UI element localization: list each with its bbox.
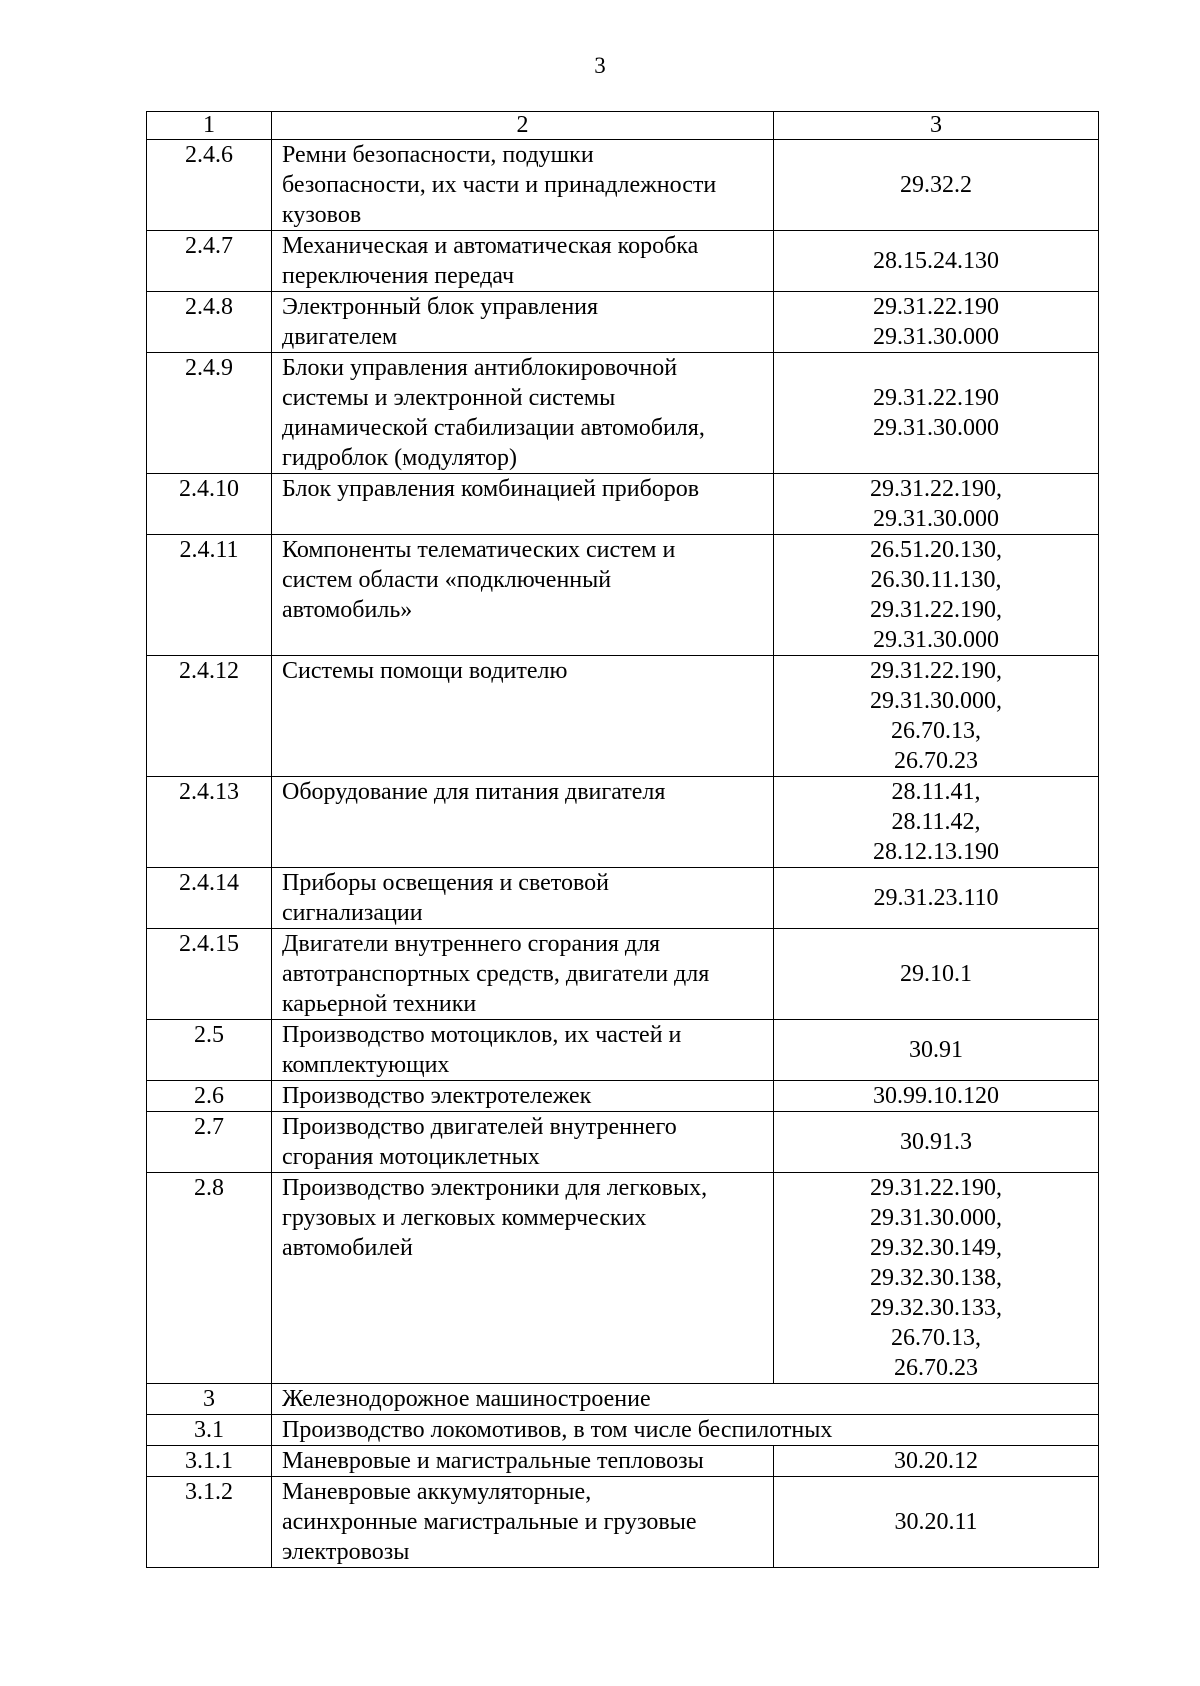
code-line: 29.32.30.149,: [870, 1235, 1002, 1261]
table-row: [147, 292, 1099, 353]
classification-table: [146, 111, 1099, 1568]
code-line: 29.31.22.190,: [870, 476, 1002, 502]
description-line: Маневровые и магистральные тепловозы: [282, 1448, 704, 1474]
row-description: [272, 1415, 1099, 1446]
table-row: [147, 231, 1099, 292]
code-line: 28.11.42,: [891, 809, 981, 835]
description-line: систем области «подключенный: [282, 567, 612, 593]
description-line: Производство электроники для легковых,: [282, 1175, 708, 1201]
description-line: безопасности, их части и принадлежности: [282, 172, 717, 198]
row-codes: [774, 353, 1099, 474]
table-header-row: [147, 112, 1099, 140]
table-row: [147, 656, 1099, 777]
description-line: грузовых и легковых коммерческих: [282, 1205, 647, 1231]
row-description: [272, 868, 774, 929]
code-line: 30.99.10.120: [873, 1083, 999, 1109]
table-row: [147, 868, 1099, 929]
code-line: 28.15.24.130: [873, 248, 999, 274]
code-line: 29.31.22.190: [873, 385, 999, 411]
code-line: 29.32.30.138,: [870, 1265, 1002, 1291]
row-number: 3: [147, 1384, 272, 1415]
table-row: [147, 353, 1099, 474]
code-line: 30.20.12: [894, 1448, 978, 1474]
row-description: [272, 535, 774, 656]
row-codes: [774, 140, 1099, 231]
code-line: 29.31.22.190: [873, 294, 999, 320]
description-line: Двигатели внутреннего сгорания для: [282, 931, 661, 957]
code-line: 26.70.13,: [891, 718, 981, 744]
row-number: 2.4.12: [147, 656, 272, 777]
row-number: 3.1.1: [147, 1446, 272, 1477]
table-row: [147, 1112, 1099, 1173]
description-line: двигателем: [282, 324, 398, 350]
row-codes: [774, 1173, 1099, 1384]
description-line: комплектующих: [282, 1052, 450, 1078]
description-line: переключения передач: [282, 263, 515, 289]
row-description: [272, 474, 774, 535]
description-line: Производство мотоциклов, их частей и: [282, 1022, 682, 1048]
row-number: 2.4.7: [147, 231, 272, 292]
code-line: 29.32.2: [900, 172, 972, 198]
code-line: 29.31.30.000: [873, 415, 999, 441]
header-col-2: 2: [272, 112, 774, 140]
row-number: 3.1: [147, 1415, 272, 1446]
row-codes: [774, 656, 1099, 777]
description-line: Электронный блок управления: [282, 294, 599, 320]
row-description: [272, 1081, 774, 1112]
row-codes: [774, 929, 1099, 1020]
description-line: Блок управления комбинацией приборов: [282, 476, 700, 502]
code-line: 29.32.30.133,: [870, 1295, 1002, 1321]
row-description: [272, 656, 774, 777]
row-description: [272, 1477, 774, 1568]
description-line: Компоненты телематических систем и: [282, 537, 676, 563]
code-line: 29.31.22.190,: [870, 597, 1002, 623]
row-number: 2.4.10: [147, 474, 272, 535]
code-line: 29.10.1: [900, 961, 972, 987]
table-row: [147, 1020, 1099, 1081]
row-codes: [774, 1020, 1099, 1081]
header-col-3: 3: [774, 112, 1099, 140]
row-number: 2.8: [147, 1173, 272, 1384]
page-number: 3: [594, 53, 606, 78]
row-codes: [774, 231, 1099, 292]
description-line: асинхронные магистральные и грузовые: [282, 1509, 697, 1535]
code-line: 26.70.23: [894, 748, 978, 774]
description-line: Ремни безопасности, подушки: [282, 142, 594, 168]
code-line: 29.31.30.000,: [870, 688, 1002, 714]
row-codes: [774, 1081, 1099, 1112]
row-codes: [774, 474, 1099, 535]
code-line: 29.31.30.000: [873, 506, 999, 532]
row-codes: [774, 868, 1099, 929]
code-line: 26.70.13,: [891, 1325, 981, 1351]
table-row: [147, 1173, 1099, 1384]
row-codes: [774, 292, 1099, 353]
table-row: [147, 1446, 1099, 1477]
row-number: 2.4.14: [147, 868, 272, 929]
table-row: [147, 474, 1099, 535]
table-row: [147, 1477, 1099, 1568]
description-line: сгорания мотоциклетных: [282, 1144, 540, 1170]
description-line: динамической стабилизации автомобиля,: [282, 415, 705, 441]
description-line: Маневровые аккумуляторные,: [282, 1479, 592, 1505]
code-line: 26.30.11.130,: [870, 567, 1002, 593]
row-number: 2.4.8: [147, 292, 272, 353]
code-line: 26.70.23: [894, 1355, 978, 1381]
header-col-1: 1: [147, 112, 272, 140]
row-codes: [774, 1446, 1099, 1477]
description-line: Приборы освещения и световой: [282, 870, 609, 896]
row-number: 2.4.11: [147, 535, 272, 656]
description-line: сигнализации: [282, 900, 423, 926]
row-codes: [774, 1112, 1099, 1173]
code-line: 29.31.30.000: [873, 627, 999, 653]
row-description: [272, 292, 774, 353]
table-row: [147, 1415, 1099, 1446]
description-line: электровозы: [282, 1539, 410, 1565]
description-line: Блоки управления антиблокировочной: [282, 355, 678, 381]
description-line: карьерной техники: [282, 991, 477, 1017]
row-number: 2.4.15: [147, 929, 272, 1020]
description-line: кузовов: [282, 202, 362, 228]
code-line: 26.51.20.130,: [870, 537, 1002, 563]
row-number: 3.1.2: [147, 1477, 272, 1568]
table-row: [147, 1081, 1099, 1112]
row-codes: [774, 535, 1099, 656]
description-line: автомобилей: [282, 1235, 413, 1261]
code-line: 28.12.13.190: [873, 839, 999, 865]
description-line: Системы помощи водителю: [282, 658, 568, 684]
description-line: системы и электронной системы: [282, 385, 616, 411]
row-codes: [774, 1477, 1099, 1568]
row-number: 2.4.13: [147, 777, 272, 868]
row-number: 2.5: [147, 1020, 272, 1081]
row-number: 2.4.9: [147, 353, 272, 474]
row-number: 2.6: [147, 1081, 272, 1112]
code-line: 28.11.41,: [891, 779, 981, 805]
description-line: Железнодорожное машиностроение: [282, 1386, 651, 1412]
row-number: 2.4.6: [147, 140, 272, 231]
code-line: 30.20.11: [894, 1509, 978, 1535]
code-line: 29.31.22.190,: [870, 658, 1002, 684]
table-row: [147, 777, 1099, 868]
row-description: [272, 777, 774, 868]
description-line: Оборудование для питания двигателя: [282, 779, 666, 805]
row-description: [272, 1384, 1099, 1415]
description-line: Производство двигателей внутреннего: [282, 1114, 677, 1140]
table-row: [147, 929, 1099, 1020]
table-row: [147, 1384, 1099, 1415]
table-row: [147, 535, 1099, 656]
code-line: 29.31.30.000: [873, 324, 999, 350]
code-line: 29.31.23.110: [873, 885, 999, 911]
row-description: [272, 1173, 774, 1384]
row-description: [272, 1112, 774, 1173]
row-description: [272, 1020, 774, 1081]
description-line: гидроблок (модулятор): [282, 445, 517, 471]
row-description: [272, 353, 774, 474]
table-row: [147, 140, 1099, 231]
description-line: автотранспортных средств, двигатели для: [282, 961, 710, 987]
code-line: 30.91.3: [900, 1129, 972, 1155]
row-description: [272, 929, 774, 1020]
row-description: [272, 231, 774, 292]
row-description: [272, 1446, 774, 1477]
row-description: [272, 140, 774, 231]
description-line: Производство локомотивов, в том числе беспилотных: [282, 1417, 833, 1443]
description-line: автомобиль»: [282, 597, 413, 623]
description-line: Механическая и автоматическая коробка: [282, 233, 699, 259]
code-line: 29.31.30.000,: [870, 1205, 1002, 1231]
code-line: 30.91: [909, 1037, 963, 1063]
code-line: 29.31.22.190,: [870, 1175, 1002, 1201]
description-line: Производство электротележек: [282, 1083, 592, 1109]
row-number: 2.7: [147, 1112, 272, 1173]
row-codes: [774, 777, 1099, 868]
